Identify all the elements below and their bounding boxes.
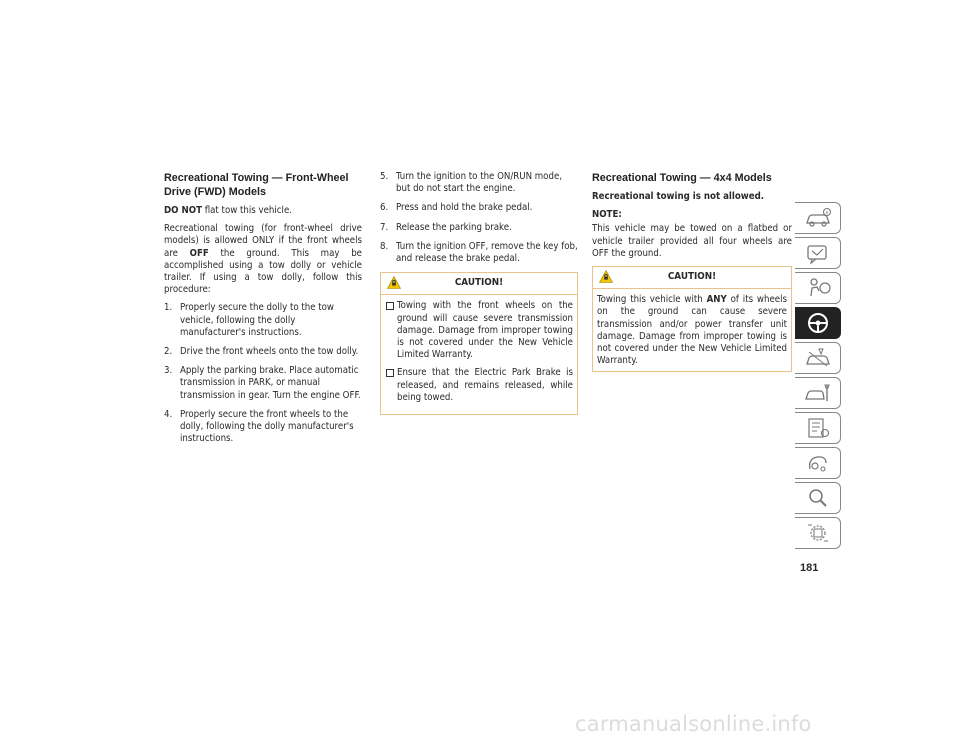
chapter-tab-specifications[interactable]	[795, 412, 841, 444]
watermark: carmanualsonline.info	[575, 712, 812, 736]
chapter-tab-sidebar	[795, 202, 841, 552]
checkbox-bullet-icon	[386, 302, 394, 310]
specifications-list-icon	[803, 416, 833, 440]
step-text: Press and hold the brake pedal.	[396, 202, 533, 214]
do-not-bold: DO NOT	[164, 205, 202, 216]
step-text: Properly secure the front wheels to the dolly, following the dolly manufacturer's instructions.	[180, 408, 354, 445]
procedure-step	[164, 365, 362, 402]
procedure-step	[380, 202, 578, 214]
step-number: 2.	[164, 346, 173, 358]
paragraph-fwd-intro	[164, 223, 362, 296]
fwd-intro-bold: OFF	[189, 247, 209, 259]
chapter-tab-servicing[interactable]	[795, 377, 841, 409]
caution-title: CAUTION!	[454, 277, 504, 289]
caution-item	[385, 367, 573, 404]
caution-text-a: Towing this vehicle with	[597, 294, 707, 306]
chapter-tab-safety[interactable]	[795, 272, 841, 304]
step-number: 7.	[380, 221, 389, 233]
step-text: Release the parking brake.	[396, 221, 512, 233]
fwd-intro-a: Recreational towing (for front-wheel drive models) is allowed ONLY if the front wheels are	[164, 223, 362, 259]
caution-title: CAUTION!	[667, 271, 717, 283]
caution-header	[593, 267, 791, 289]
caution-item-text: Towing with the front wheels on the ground will cause severe transmission damage. Damage from improper towing is not covered under the New Vehicle Limited Warranty.	[397, 300, 573, 361]
caution-item-text: Ensure that the Electric Park Brake is released, and remains released, while being towed.	[397, 367, 573, 403]
step-number: 8.	[380, 240, 389, 252]
procedure-list-2	[380, 171, 578, 265]
chapter-tab-car-info[interactable]	[795, 202, 841, 234]
paragraph-do-not-tow	[164, 205, 362, 217]
right-column	[592, 171, 792, 372]
fwd-intro-b: the ground. This may be accomplished using a tow dolly or vehicle trailer. If using a tow dolly, follow this procedure:	[164, 247, 362, 296]
do-not-text: flat tow this vehicle.	[201, 205, 292, 216]
step-number: 4.	[164, 408, 173, 420]
section-heading-fwd: Recreational Towing — Front-Wheel Drive (FWD) Models	[164, 172, 349, 198]
procedure-step	[164, 302, 362, 339]
step-text: Turn the ignition OFF, remove the key fob, and release the brake pedal.	[396, 240, 578, 265]
not-allowed-bold: Recreational towing is not allowed.	[592, 191, 765, 202]
caution-box-fwd	[380, 272, 578, 415]
warning-icon	[599, 270, 613, 283]
search-index-icon	[803, 486, 833, 510]
language-icon	[803, 521, 833, 545]
left-column	[164, 171, 362, 452]
chapter-tab-multimedia[interactable]	[795, 447, 841, 479]
steering-wheel-icon	[803, 311, 833, 335]
chapter-tab-languages[interactable]	[795, 517, 841, 549]
page-number: 181	[800, 562, 819, 574]
chapter-tab-starting-operating[interactable]	[795, 307, 841, 339]
note-label: NOTE:	[592, 209, 622, 221]
procedure-step	[380, 241, 578, 265]
procedure-list-1	[164, 302, 362, 445]
caution-text	[597, 294, 787, 367]
step-number: 3.	[164, 365, 173, 377]
caution-body	[593, 289, 791, 371]
multimedia-icon	[803, 451, 833, 475]
step-text: Drive the front wheels onto the tow dolly.	[180, 346, 359, 358]
step-number: 1.	[164, 302, 173, 314]
checkbox-bullet-icon	[386, 369, 394, 377]
middle-column	[380, 171, 578, 415]
procedure-step	[164, 346, 362, 358]
step-number: 5.	[380, 171, 389, 182]
service-maintenance-icon	[803, 381, 833, 405]
caution-text-b: of its wheels on the ground can cause severe transmission and/or power transfer unit damage. Damage from improper towing is not covered under the New Vehicle Limited Warranty.	[597, 294, 787, 367]
paragraph-4x4-not-allowed	[592, 191, 792, 203]
car-info-icon	[803, 206, 833, 230]
chapter-tab-emergencies[interactable]	[795, 342, 841, 374]
step-text: Properly secure the dolly to the tow vehicle, following the dolly manufacturer's instructions.	[180, 302, 334, 338]
section-heading-4x4: Recreational Towing — 4x4 Models	[592, 172, 772, 184]
dashboard-message-icon	[803, 241, 833, 265]
procedure-step	[380, 222, 578, 234]
caution-body	[381, 295, 577, 414]
caution-header	[381, 273, 577, 295]
procedure-step	[164, 409, 362, 446]
step-text: Turn the ignition to the ON/RUN mode, but do not start the engine.	[396, 171, 562, 195]
chapter-tab-index[interactable]	[795, 482, 841, 514]
warning-icon	[387, 276, 401, 289]
caution-text-bold: ANY	[706, 294, 727, 306]
caution-item	[385, 300, 573, 361]
step-number: 6.	[380, 202, 389, 214]
procedure-step	[380, 171, 578, 195]
safety-airbag-icon	[803, 276, 833, 300]
emergency-vehicle-icon	[803, 346, 833, 370]
chapter-tab-dashboard[interactable]	[795, 237, 841, 269]
note-text: This vehicle may be towed on a flatbed or vehicle trailer provided all four wheels are OFF the ground.	[592, 223, 792, 259]
caution-box-4x4	[592, 266, 792, 372]
step-text: Apply the parking brake. Place automatic transmission in PARK, or manual transmission in gear. Turn the engine OFF.	[180, 365, 361, 401]
note-label-paragraph	[592, 209, 792, 221]
